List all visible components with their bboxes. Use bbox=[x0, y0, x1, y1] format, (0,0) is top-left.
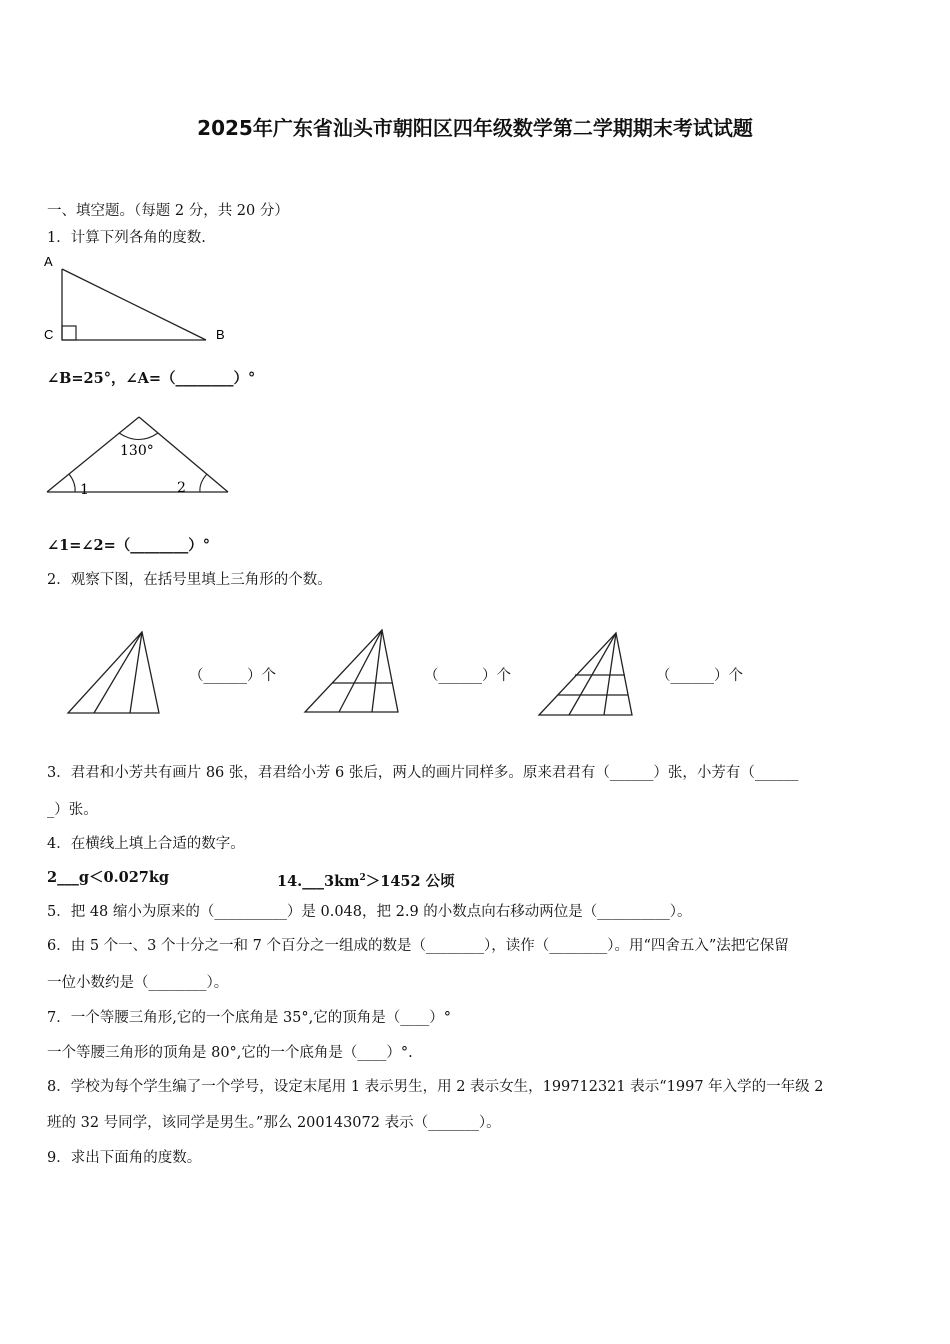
page-title: 2025年广东省汕头市朝阳区四年级数学第二学期期末考试试题 bbox=[197, 116, 753, 140]
right-angle-mark bbox=[62, 326, 76, 340]
apex-angle-arc bbox=[119, 433, 158, 440]
question-8-line-2: 班的 32 号同学，该同学是男生。”那么 200143072 表示（_______）。 bbox=[47, 1115, 501, 1131]
q4-item-2-pre: 14.___3km bbox=[277, 872, 360, 890]
question-1: 1．计算下列各角的度数. bbox=[47, 230, 206, 246]
section-heading: 一、填空题。（每题 2 分，共 20 分） bbox=[47, 203, 289, 219]
right-triangle bbox=[62, 269, 206, 340]
triangle-figure-3 bbox=[539, 633, 632, 715]
angle-2-label: 2 bbox=[177, 480, 186, 496]
angle-1-arc bbox=[69, 474, 75, 492]
q2-blank-1: （______）个 bbox=[189, 668, 276, 684]
question-4: 4．在横线上填上合适的数字。 bbox=[47, 836, 245, 852]
q4-item-1: 2___g＜0.027kg bbox=[47, 869, 170, 886]
question-6-line-1: 6．由 5 个一、3 个十分之一和 7 个百分之一组成的数是（________），读作（________）。用“四舍五入”法把它保留 bbox=[47, 938, 789, 954]
triangle-figure-2 bbox=[305, 630, 398, 712]
question-5: 5．把 48 缩小为原来的（__________）是 0.048，把 2.9 的小数点向右移动两位是（__________）。 bbox=[47, 904, 692, 920]
q1-answer-line-2: ∠1=∠2=（________）° bbox=[47, 537, 211, 554]
question-7-line-1: 7．一个等腰三角形,它的一个底角是 35°,它的顶角是（____）° bbox=[47, 1010, 452, 1026]
q4-item-2-post: ＞1452 公顷 bbox=[365, 872, 455, 890]
question-6-line-2: 一位小数约是（________）。 bbox=[47, 975, 229, 991]
q4-item-2 bbox=[277, 868, 455, 892]
angle-1-label: 1 bbox=[80, 482, 89, 498]
question-3-line-2: _）张。 bbox=[47, 802, 98, 818]
vertex-label-c: C bbox=[44, 327, 54, 342]
question-2: 2．观察下图，在括号里填上三角形的个数。 bbox=[47, 572, 332, 588]
q1-answer-line-1: ∠B=25°，∠A=（________）° bbox=[47, 370, 256, 387]
question-8-line-1: 8．学校为每个学生编了一个学号，设定末尾用 1 表示男生，用 2 表示女生，199712321 表示“1997 年入学的一年级 2 bbox=[47, 1079, 824, 1095]
question-9: 9．求出下面角的度数。 bbox=[47, 1150, 202, 1166]
vertex-label-b: B bbox=[216, 327, 225, 342]
q2-blank-2: （______）个 bbox=[424, 668, 511, 684]
q4-item-2-sup: 2 bbox=[359, 873, 366, 883]
angle-130-label: 130° bbox=[120, 443, 154, 459]
triangle-figure-1 bbox=[68, 632, 159, 713]
question-7-line-2: 一个等腰三角形的顶角是 80°,它的一个底角是（____）°. bbox=[47, 1045, 413, 1061]
vertex-label-a: A bbox=[44, 254, 53, 269]
q2-blank-3: （______）个 bbox=[656, 668, 743, 684]
question-3-line-1: 3．君君和小芳共有画片 86 张，君君给小芳 6 张后，两人的画片同样多。原来君君有（______）张，小芳有（______ bbox=[47, 765, 799, 781]
angle-2-arc bbox=[200, 474, 207, 492]
